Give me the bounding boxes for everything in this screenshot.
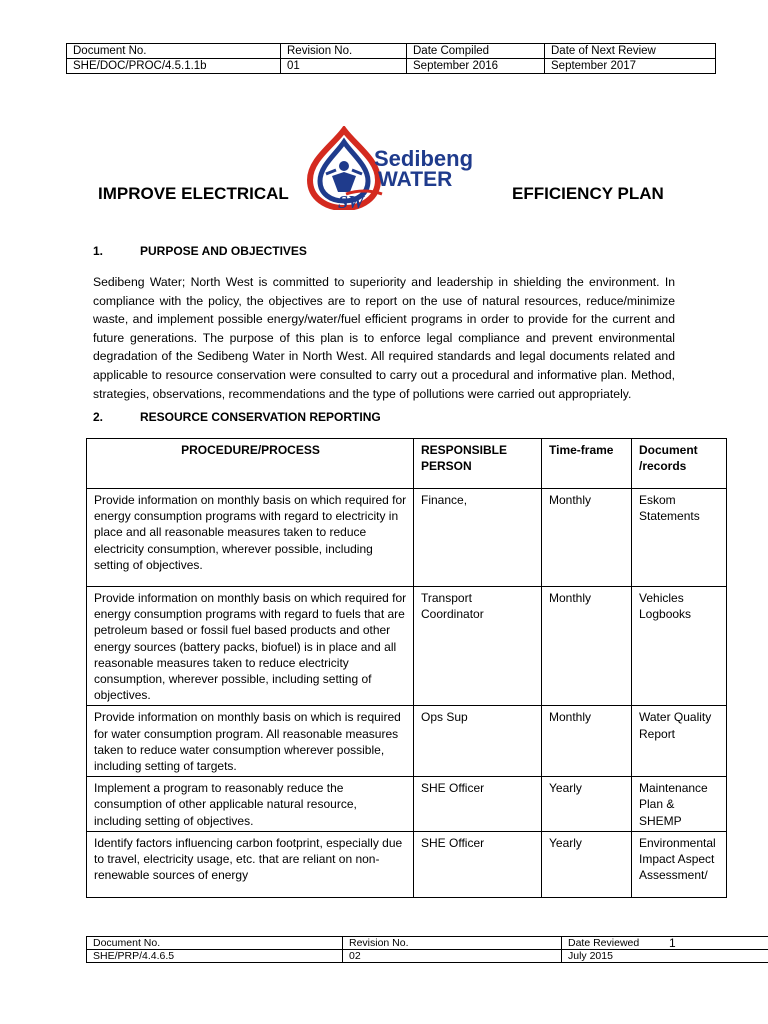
section-1-body: Sedibeng Water; North West is committed to superiority and leadership in shielding the environment. In compliance with the policy, the objectives are to report on the use of natural resources, reduce/minimize waste, and implement possible energy/water/fuel efficient programs in order to provide for the current and future generations. The purpose of this plan is to enforce legal compliance and prevent environmental degradation of the Sedibeng Water in North West. All required standards and legal documents related and applicable to resource conservation were consulted to carry out a procedural and informative plan. Method, strategies, observations, recommendations and the type of pollutions were carried out appropriately. [93,275,675,401]
footer-value-document-no: SHE/PRP/4.4.6.5 [87,950,343,963]
cell-procedure: Provide information on monthly basis on which required for energy consumption programs with regard to fuels that are petroleum based or fossil fuel based products and other energy sources (battery packs, biofuel) is in place and all reasonable measures taken to reduce electricity consumption, wherever possible, including setting of objectives. [87,587,414,706]
section-2-number: 2. [93,410,104,424]
document-control-table [66,43,716,74]
logo-mark-sw: SW [338,192,365,210]
cell-timeframe: Monthly [542,489,632,587]
col-header-timeframe: Time-frame [542,439,632,489]
table-row [87,587,727,706]
cell-document: Vehicles Logbooks [632,587,727,706]
section-1-heading [93,244,307,258]
section-2-heading [93,410,381,424]
header-labels-row [67,44,716,59]
cell-procedure: Provide information on monthly basis on which is required for water consumption program. All reasonable measures taken to reduce water consumption wherever possible, including setting of targets. [87,706,414,777]
table-header-row [87,439,727,489]
document-title [0,150,768,230]
footer-value-date-reviewed: July 2015 [562,950,768,963]
table-row [87,777,727,832]
section-1-title: PURPOSE AND OBJECTIVES [140,244,307,258]
cell-document: Eskom Statements [632,489,727,587]
section-1-number: 1. [93,244,104,258]
col-header-procedure: PROCEDURE/PROCESS [87,439,414,489]
header-label-revision-no: Revision No. [281,44,407,59]
footer-labels-row [87,937,768,950]
header-label-date-compiled: Date Compiled [407,44,545,59]
footer-values-row [87,950,768,963]
title-left: IMPROVE ELECTRICAL [98,184,289,203]
header-value-date-compiled: September 2016 [407,59,545,74]
section-2-title: RESOURCE CONSERVATION REPORTING [140,410,381,424]
cell-responsible: Finance, [414,489,542,587]
cell-responsible: Ops Sup [414,706,542,777]
cell-procedure: Provide information on monthly basis on which required for energy consumption programs with regard to electricity in place and all reasonable measures taken to reduce electricity consumption, wherever possible, including setting of objectives. [87,489,414,587]
table-row [87,706,727,777]
cell-procedure: Identify factors influencing carbon footprint, especially due to travel, electricity usage, etc. that are reliant on non-renewable sources of energy [87,831,414,897]
footer-value-revision-no: 02 [343,950,562,963]
logo-text-sedibeng: Sedibeng [374,146,474,171]
header-value-revision-no: 01 [281,59,407,74]
header-label-document-no: Document No. [67,44,281,59]
footer-label-revision-no: Revision No. [343,937,562,950]
cell-procedure: Implement a program to reasonably reduce the consumption of other applicable natural resource, including setting of objectives. [87,777,414,832]
page-number: 1 [669,936,676,950]
footer-control-table [86,936,768,963]
footer-label-document-no: Document No. [87,937,343,950]
header-values-row [67,59,716,74]
cell-timeframe: Monthly [542,587,632,706]
table-row [87,489,727,587]
cell-document: Water Quality Report [632,706,727,777]
header-value-document-no: SHE/DOC/PROC/4.5.1.1b [67,59,281,74]
header-value-next-review: September 2017 [545,59,716,74]
logo-text-water: WATER [378,168,453,191]
cell-responsible: Transport Coordinator [414,587,542,706]
col-header-responsible: RESPONSIBLE PERSON [414,439,542,489]
cell-timeframe: Yearly [542,777,632,832]
cell-timeframe: Yearly [542,831,632,897]
footer-label-date-reviewed: Date Reviewed [562,937,768,950]
resource-conservation-table [86,438,727,898]
cell-responsible: SHE Officer [414,831,542,897]
cell-document: Environmental Impact Aspect Assessment/ [632,831,727,897]
col-header-document: Document /records [632,439,727,489]
cell-responsible: SHE Officer [414,777,542,832]
table-row [87,831,727,897]
cell-timeframe: Monthly [542,706,632,777]
cell-document: Maintenance Plan & SHEMP [632,777,727,832]
title-right: EFFICIENCY PLAN [512,184,664,203]
header-label-next-review: Date of Next Review [545,44,716,59]
